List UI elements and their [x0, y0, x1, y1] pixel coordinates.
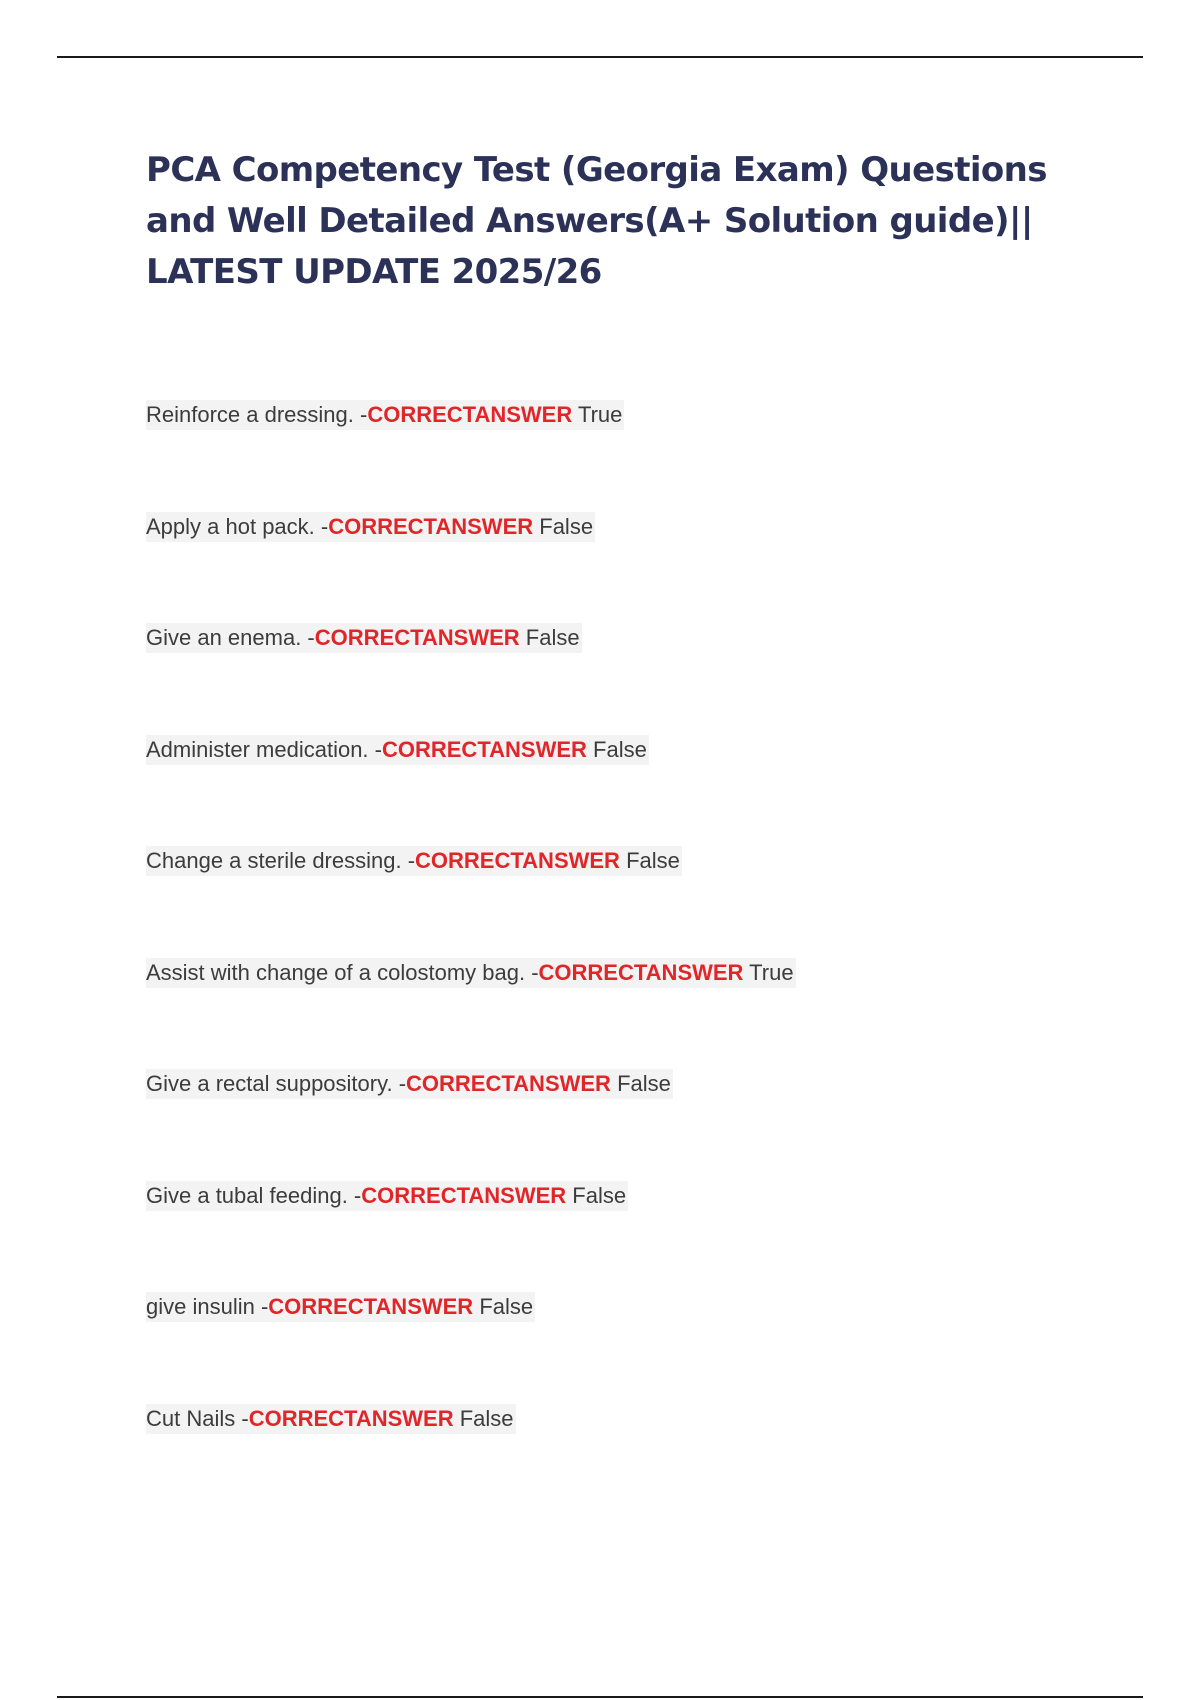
- answer-value: False: [619, 848, 680, 873]
- correct-answer-tag: CORRECTANSWER: [328, 513, 534, 539]
- answer-value: True: [743, 959, 794, 985]
- question-text: Give an enema. -: [146, 625, 315, 650]
- question-text: Change a sterile dressing. -: [146, 848, 416, 873]
- correct-answer-tag: CORRECTANSWER: [406, 1071, 611, 1096]
- correct-answer-tag: CORRECTANSWER: [538, 959, 744, 985]
- qa-list: [146, 400, 796, 1515]
- question-text: Apply a hot pack. -: [146, 513, 329, 539]
- correct-answer-tag: CORRECTANSWER: [361, 1182, 567, 1208]
- answer-value: False: [533, 513, 594, 539]
- qa-line: [146, 735, 649, 765]
- qa-line: [146, 1404, 516, 1434]
- answer-value: False: [519, 625, 580, 650]
- question-text: Give a tubal feeding. -: [146, 1182, 362, 1208]
- qa-line: [146, 958, 796, 988]
- question-text: Cut Nails -: [146, 1405, 249, 1431]
- qa-item: [146, 623, 796, 735]
- answer-value: True: [572, 402, 623, 427]
- correct-answer-tag: CORRECTANSWER: [268, 1294, 474, 1319]
- answer-value: False: [473, 1294, 534, 1319]
- answer-value: False: [586, 736, 647, 762]
- top-divider: [57, 56, 1143, 58]
- qa-item: [146, 846, 796, 958]
- qa-item: [146, 1069, 796, 1181]
- answer-value: False: [566, 1182, 627, 1208]
- qa-line: [146, 1292, 535, 1322]
- correct-answer-tag: CORRECTANSWER: [314, 625, 520, 650]
- qa-line: [146, 400, 624, 430]
- correct-answer-tag: CORRECTANSWER: [367, 402, 573, 427]
- question-text: Reinforce a dressing. -: [146, 402, 368, 427]
- qa-item: [146, 400, 796, 512]
- qa-line: [146, 1069, 673, 1099]
- qa-item: [146, 1181, 796, 1293]
- bottom-divider: [57, 1696, 1143, 1698]
- qa-item: [146, 1404, 796, 1516]
- answer-value: False: [453, 1405, 514, 1431]
- qa-line: [146, 846, 682, 876]
- qa-line: [146, 623, 582, 653]
- document-title: PCA Competency Test (Georgia Exam) Questions and Well Detailed Answers(A+ Solution guide)|| LATEST UPDATE 2025/26: [146, 150, 1047, 292]
- qa-item: [146, 512, 796, 624]
- qa-item: [146, 958, 796, 1070]
- qa-item: [146, 1292, 796, 1404]
- correct-answer-tag: CORRECTANSWER: [415, 848, 620, 873]
- qa-line: [146, 1181, 628, 1211]
- question-text: Assist with change of a colostomy bag. -: [146, 959, 539, 985]
- qa-line: [146, 512, 595, 542]
- question-text: Administer medication. -: [146, 736, 382, 762]
- question-text: Give a rectal suppository. -: [146, 1071, 407, 1096]
- question-text: give insulin -: [146, 1294, 269, 1319]
- qa-item: [146, 735, 796, 847]
- answer-value: False: [610, 1071, 671, 1096]
- correct-answer-tag: CORRECTANSWER: [381, 736, 587, 762]
- correct-answer-tag: CORRECTANSWER: [248, 1405, 454, 1431]
